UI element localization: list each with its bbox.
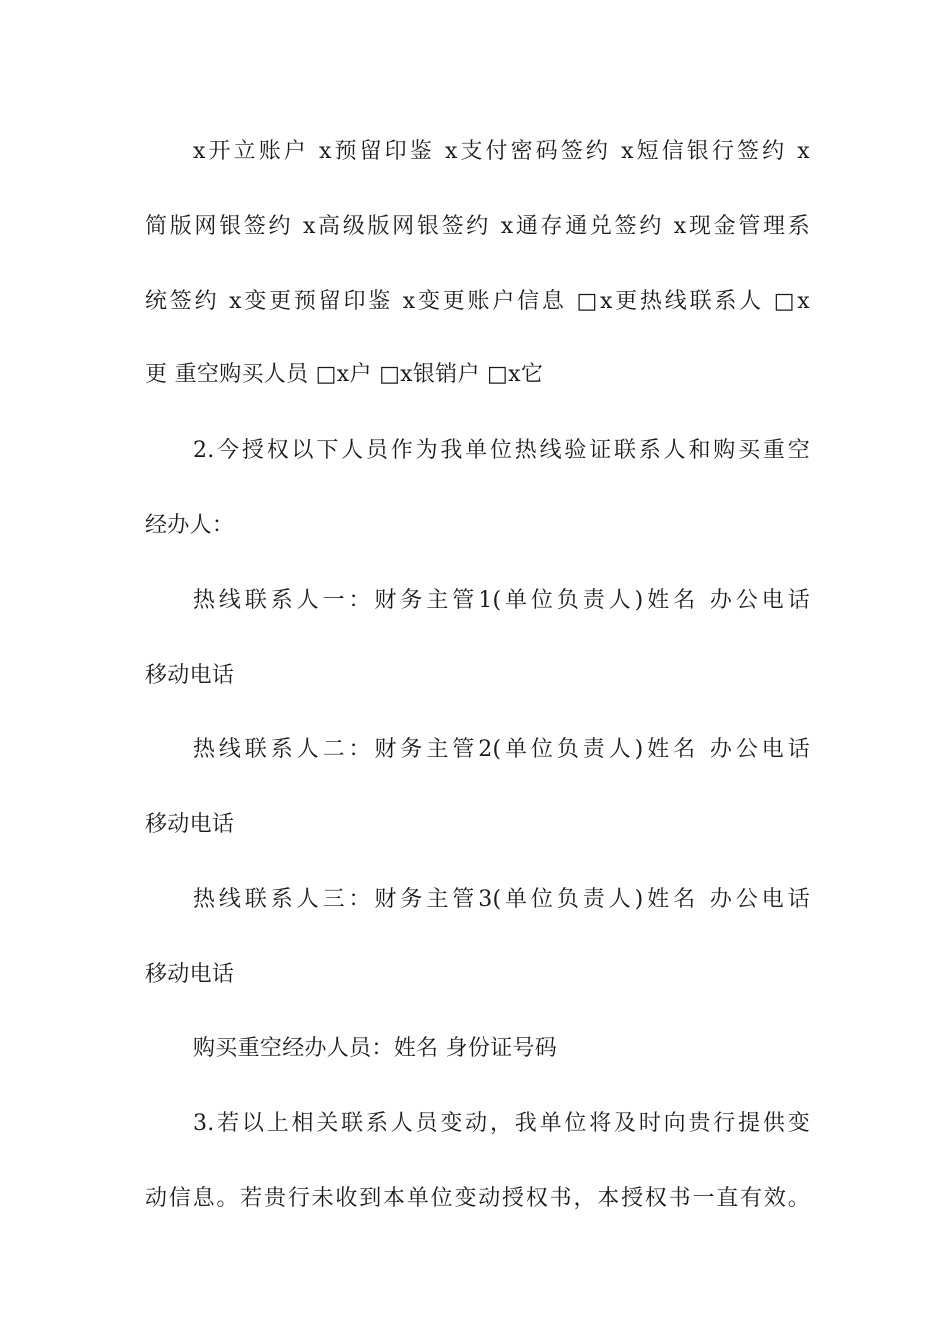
hotline-contact-1: 热线联系人一：财务主管1(单位负责人)姓名 办公电话: [193, 588, 810, 613]
service-options-line-3: 统签约 x变更预留印鉴 x变更账户信息 □x更热线联系人 □x: [145, 289, 810, 314]
clause-3-line-2: 动信息。若贵行未收到本单位变动授权书，本授权书一直有效。: [145, 1186, 810, 1211]
service-options-line-1: x开立账户 x预留印鉴 x支付密码签约 x短信银行签约 x: [193, 139, 810, 164]
service-options-line-4: 更 重空购买人员 □x户 □x银销户 □x它: [145, 362, 544, 387]
service-options-line-2: 简版网银签约 x高级版网银签约 x通存通兑签约 x现金管理系: [145, 214, 810, 239]
hotline-contact-2: 热线联系人二：财务主管2(单位负责人)姓名 办公电话: [193, 737, 810, 762]
voucher-purchaser-line: 购买重空经办人员：姓名 身份证号码: [193, 1036, 558, 1061]
clause-2-line-1: 2.今授权以下人员作为我单位热线验证联系人和购买重空: [193, 438, 810, 463]
hotline-contact-1-mobile: 移动电话: [145, 663, 235, 688]
clause-3-line-1: 3.若以上相关联系人员变动，我单位将及时向贵行提供变: [193, 1111, 810, 1136]
hotline-contact-2-mobile: 移动电话: [145, 812, 235, 837]
hotline-contact-3-mobile: 移动电话: [145, 962, 235, 987]
hotline-contact-3: 热线联系人三：财务主管3(单位负责人)姓名 办公电话: [193, 887, 810, 912]
clause-2-line-2: 经办人：: [145, 513, 235, 538]
